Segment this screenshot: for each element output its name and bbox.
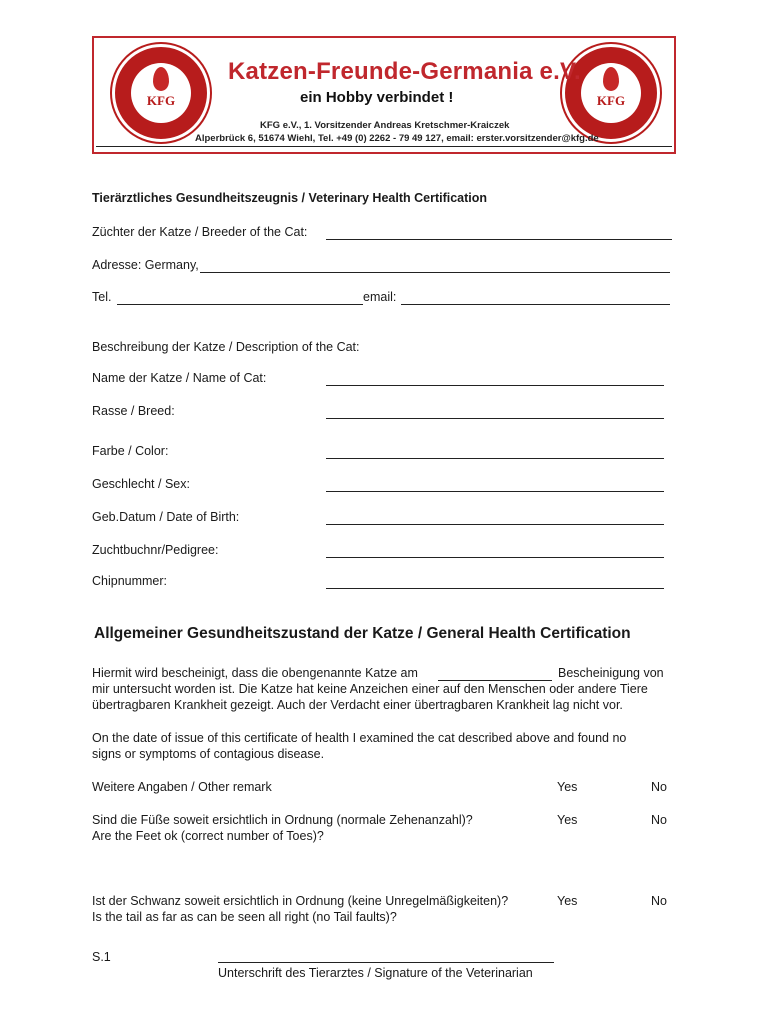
- color-field[interactable]: [326, 458, 664, 459]
- health-para2-line1: On the date of issue of this certificate of health I examined the cat described above and found no: [92, 731, 627, 745]
- dob-field[interactable]: [326, 524, 664, 525]
- health-para2-line2: signs or symptoms of contagious disease.: [92, 747, 325, 761]
- field-label-pedigree: Zuchtbuchnr/Pedigree:: [92, 543, 219, 557]
- exam-date-field[interactable]: [438, 680, 552, 681]
- field-label-sex: Geschlecht / Sex:: [92, 477, 190, 491]
- health-para1-start: Hiermit wird bescheinigt, dass die obengenannte Katze am: [92, 666, 418, 680]
- tel-label: Tel.: [92, 290, 112, 304]
- address-field[interactable]: [200, 272, 670, 273]
- tel-field[interactable]: [117, 304, 363, 305]
- health-title: Allgemeiner Gesundheitszustand der Katze / General Health Certification: [94, 625, 631, 642]
- field-label-dob: Geb.Datum / Date of Birth:: [92, 510, 240, 524]
- question-tail-en: Is the tail as far as can be seen all right (no Tail faults)?: [92, 910, 397, 924]
- tail-yes-option[interactable]: Yes: [557, 894, 578, 908]
- question-tail-de: Ist der Schwanz soweit ersichtlich in Ordnung (keine Unregelmäßigkeiten)?: [92, 894, 509, 908]
- signature-line[interactable]: [218, 962, 554, 963]
- certificate-title: Tierärztliches Gesundheitszeugnis / Veterinary Health Certification: [92, 191, 488, 205]
- description-title: Beschreibung der Katze / Description of the Cat:: [92, 340, 360, 354]
- health-para1-line2: mir untersucht worden ist. Die Katze hat keine Anzeichen einer auf den Menschen oder andere Tiere: [92, 682, 648, 696]
- header-chairman: KFG e.V., 1. Vorsitzender Andreas Kretschmer-Kraiczek: [260, 120, 510, 131]
- page-number: S.1: [92, 950, 111, 964]
- tail-no-option[interactable]: No: [651, 894, 667, 908]
- health-para1-end: Bescheinigung von: [558, 666, 664, 680]
- breed-field[interactable]: [326, 418, 664, 419]
- pedigree-field[interactable]: [326, 557, 664, 558]
- club-seal-left: KFG: [112, 44, 210, 142]
- field-label-chip: Chipnummer:: [92, 574, 168, 588]
- breeder-label: Züchter der Katze / Breeder of the Cat:: [92, 225, 308, 239]
- club-name: Katzen-Freunde-Germania e.V.: [228, 58, 581, 85]
- email-field[interactable]: [401, 304, 670, 305]
- club-seal-right: KFG: [562, 44, 660, 142]
- field-label-breed: Rasse / Breed:: [92, 404, 175, 418]
- breeder-field[interactable]: [326, 239, 672, 240]
- email-label: email:: [363, 290, 397, 304]
- field-label-color: Farbe / Color:: [92, 444, 169, 458]
- question-feet-de: Sind die Füße soweit ersichtlich in Ordnung (normale Zehenanzahl)?: [92, 813, 473, 827]
- question-feet-en: Are the Feet ok (correct number of Toes)?: [92, 829, 324, 843]
- yes-header: Yes: [557, 780, 578, 794]
- no-header: No: [651, 780, 667, 794]
- signature-label: Unterschrift des Tierarztes / Signature of the Veterinarian: [218, 966, 533, 980]
- remarks-label: Weitere Angaben / Other remark: [92, 780, 272, 794]
- address-label: Adresse: Germany,: [92, 258, 199, 272]
- field-label-name: Name der Katze / Name of Cat:: [92, 371, 267, 385]
- feet-no-option[interactable]: No: [651, 813, 667, 827]
- health-para1-line3: übertragbaren Krankheit gezeigt. Auch der Verdacht einer übertragbaren Krankheit lag nicht vor.: [92, 698, 623, 712]
- chip-field[interactable]: [326, 588, 664, 589]
- feet-yes-option[interactable]: Yes: [557, 813, 578, 827]
- club-tagline: ein Hobby verbindet !: [300, 89, 454, 106]
- sex-field[interactable]: [326, 491, 664, 492]
- header-address: Alperbrück 6, 51674 Wiehl, Tel. +49 (0) 2262 - 79 49 127, email: erster.vorsitzender@kfg.de: [195, 133, 599, 144]
- cat-name-field[interactable]: [326, 385, 664, 386]
- header-divider: [96, 146, 672, 147]
